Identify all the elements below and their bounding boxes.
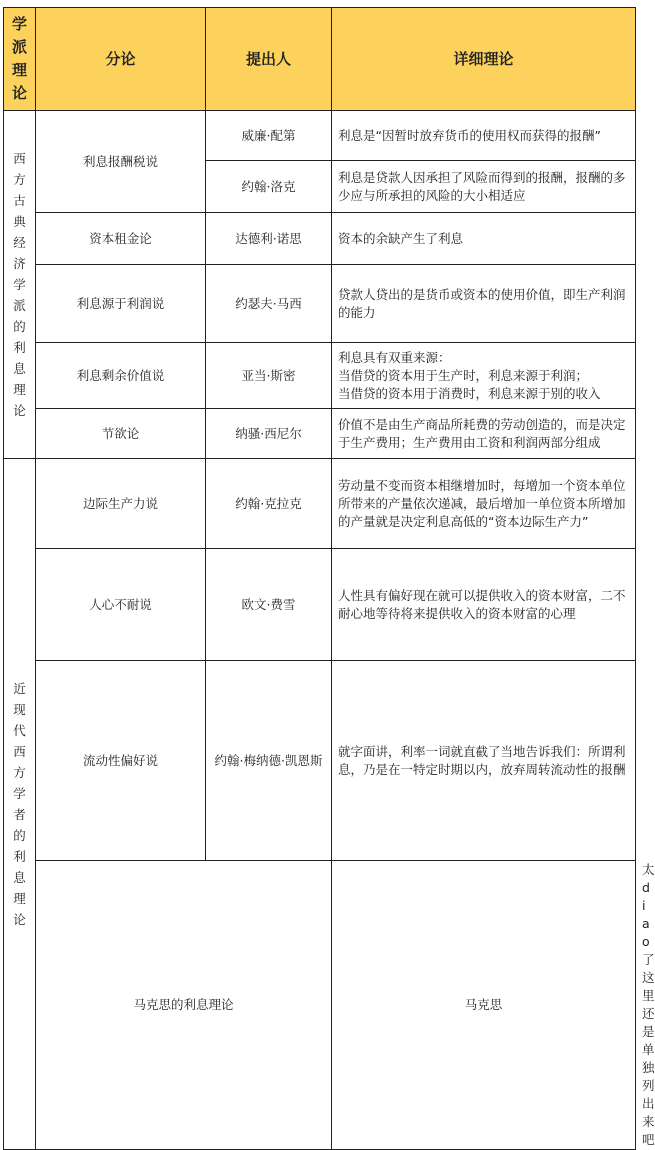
table-row	[4, 265, 636, 343]
table-row	[4, 409, 636, 459]
detail-line: 利息具有双重来源：	[338, 349, 451, 365]
table-row	[4, 549, 636, 661]
proposer-cell: 约翰·克拉克	[206, 459, 332, 549]
header-sub-theory: 分论	[36, 8, 206, 111]
proposer-cell: 威廉·配第	[206, 111, 332, 161]
detail-cell	[332, 343, 636, 409]
table-row	[4, 661, 636, 861]
proposer-cell: 约瑟夫·马西	[206, 265, 332, 343]
proposer-cell: 亚当·斯密	[206, 343, 332, 409]
table-row-marx: 马克思的利息理论 马克思 太diao了 这里还是单独列出来吧	[4, 861, 636, 1150]
theory-cell: 利息源于利润说	[36, 265, 206, 343]
header-school: 学派理论	[4, 8, 36, 111]
detail-cell: 资本的余缺产生了利息	[332, 213, 636, 265]
header-row	[4, 8, 636, 111]
detail-cell: 利息是“因暂时放弃货币的使用权而获得的报酬”	[332, 111, 636, 161]
proposer-cell: 欧文·费雪	[206, 549, 332, 661]
table-row	[4, 213, 636, 265]
detail-cell: 就字面讲，利率一词就直截了当地告诉我们：所谓利息，乃是在一特定时期以内，放弃周转流动性的报酬	[332, 661, 636, 861]
detail-cell: 利息是贷款人因承担了风险而得到的报酬，报酬的多少应与所承担的风险的大小相适应	[332, 161, 636, 213]
table-row	[4, 459, 636, 549]
theory-cell: 流动性偏好说	[36, 661, 206, 861]
header-detail: 详细理论	[332, 8, 636, 111]
theory-cell: 资本租金论	[36, 213, 206, 265]
detail-cell: 价值不是由生产商品所耗费的劳动创造的，而是决定于生产费用；生产费用由工资和利润两部分组成	[332, 409, 636, 459]
theory-cell: 利息剩余价值说	[36, 343, 206, 409]
header-proposer: 提出人	[206, 8, 332, 111]
proposer-cell: 约翰·梅纳德·凯恩斯	[206, 661, 332, 861]
detail-cell: 贷款人贷出的是货币或资本的使用价值，即生产利润的能力	[332, 265, 636, 343]
school-cell-classical: 西方古典经济学派的利息理论	[4, 111, 36, 459]
theory-cell: 利息报酬税说	[36, 111, 206, 213]
school-cell-modern: 近现代西方学者的利息理论	[4, 459, 36, 1150]
theory-cell: 马克思的利息理论	[36, 861, 332, 1150]
detail-line: 当借贷的资本用于消费时，利息来源于别的收入	[338, 385, 601, 401]
theory-cell: 节欲论	[36, 409, 206, 459]
proposer-cell: 马克思	[332, 861, 636, 1150]
proposer-cell: 约翰·洛克	[206, 161, 332, 213]
detail-cell: 劳动量不变而资本相继增加时，每增加一个资本单位所带来的产量依次递减，最后增加一单位资本所增加的产量就是决定利息高低的“资本边际生产力”	[332, 459, 636, 549]
theory-cell: 边际生产力说	[36, 459, 206, 549]
proposer-cell: 达德利·诺思	[206, 213, 332, 265]
detail-line: 当借贷的资本用于生产时，利息来源于利润；	[338, 367, 589, 383]
detail-cell: 人性具有偏好现在就可以提供收入的资本财富，二不耐心地等待将来提供收入的资本财富的心理	[332, 549, 636, 661]
theory-cell: 人心不耐说	[36, 549, 206, 661]
table-row	[4, 343, 636, 409]
interest-theory-table	[3, 7, 655, 1150]
proposer-cell: 纳骚·西尼尔	[206, 409, 332, 459]
table-row	[4, 111, 636, 161]
